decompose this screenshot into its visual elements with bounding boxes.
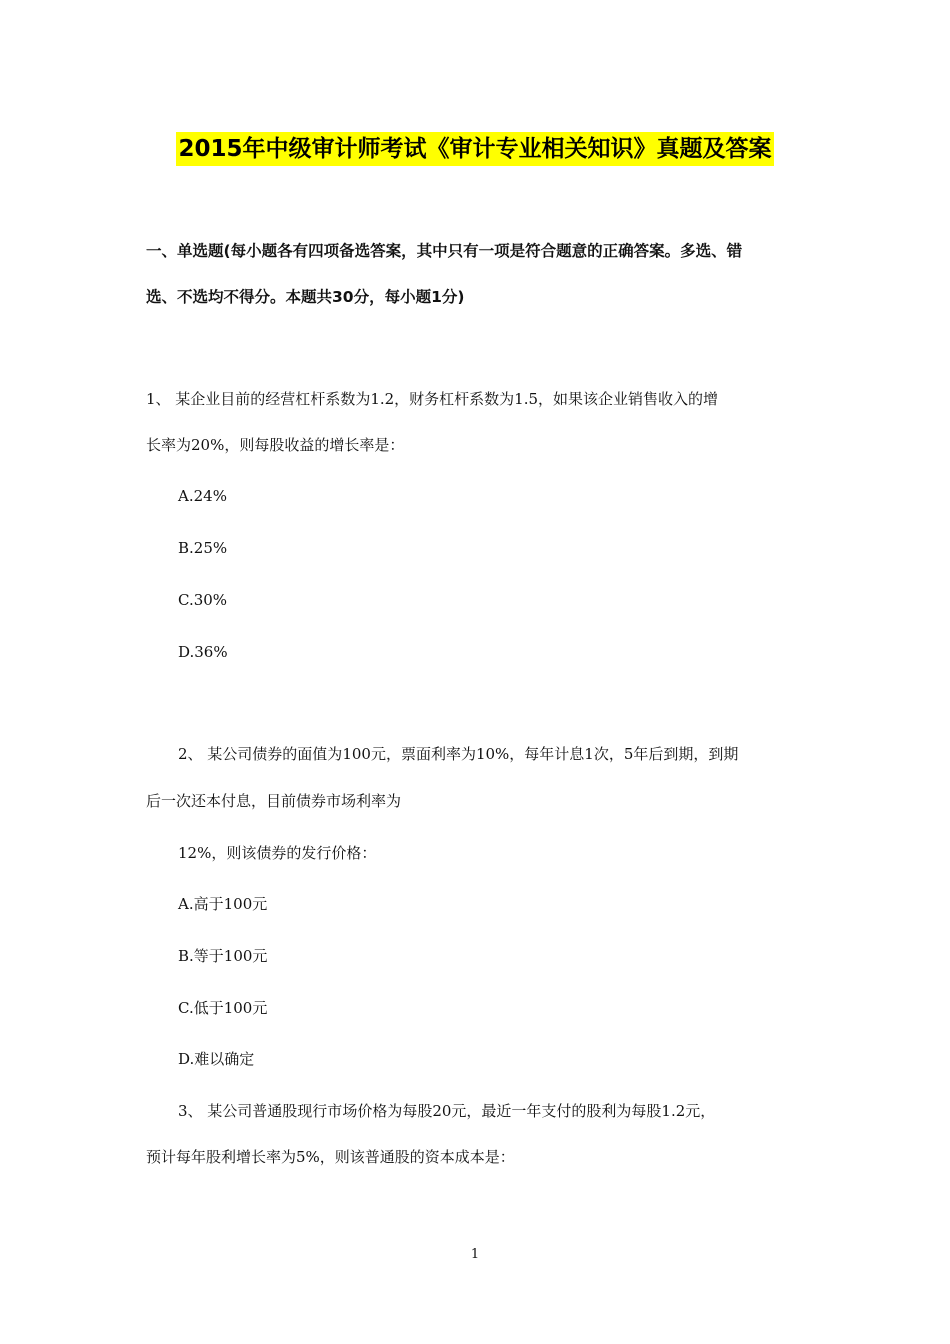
- question-1-option-c: C.30%: [178, 591, 228, 609]
- question-2-option-c: C.低于100元: [178, 999, 268, 1017]
- question-1-option-a: A.24%: [178, 487, 227, 505]
- title-wrapper: [0, 132, 950, 166]
- document-title: 2015年中级审计师考试《审计专业相关知识》真题及答案: [176, 132, 773, 166]
- question-2-option-b: B.等于100元: [178, 947, 268, 965]
- page-number: 1: [470, 1247, 480, 1262]
- question-2-stem-line-2: 后一次还本付息，目前债券市场利率为: [146, 792, 402, 810]
- question-2-option-a: A.高于100元: [178, 895, 268, 913]
- section-heading-line-1: 一、单选题(每小题各有四项备选答案，其中只有一项是符合题意的正确答案。多选、错: [146, 242, 743, 260]
- question-2-stem-line-3: 12%，则该债券的发行价格：: [178, 844, 377, 862]
- question-1-stem-line-2: 长率为20%，则每股收益的增长率是：: [146, 436, 405, 454]
- question-3-stem-line-1: 3、 某公司普通股现行市场价格为每股20元，最近一年支付的股利为每股1.2元，: [178, 1102, 716, 1120]
- question-1-option-b: B.25%: [178, 539, 228, 557]
- question-3-stem-line-2: 预计每年股利增长率为5%，则该普通股的资本成本是：: [146, 1148, 515, 1166]
- section-heading-line-2: 选、不选均不得分。本题共30分，每小题1分): [146, 288, 465, 306]
- question-2-option-d: D.难以确定: [178, 1050, 255, 1068]
- question-1-option-d: D.36%: [178, 643, 228, 661]
- question-1-stem-line-1: 1、 某企业目前的经营杠杆系数为1.2，财务杠杆系数为1.5，如果该企业销售收入的增: [146, 390, 719, 408]
- question-2-stem-line-1: 2、 某公司债券的面值为100元，票面利率为10%，每年计息1次，5年后到期，到期: [178, 745, 739, 763]
